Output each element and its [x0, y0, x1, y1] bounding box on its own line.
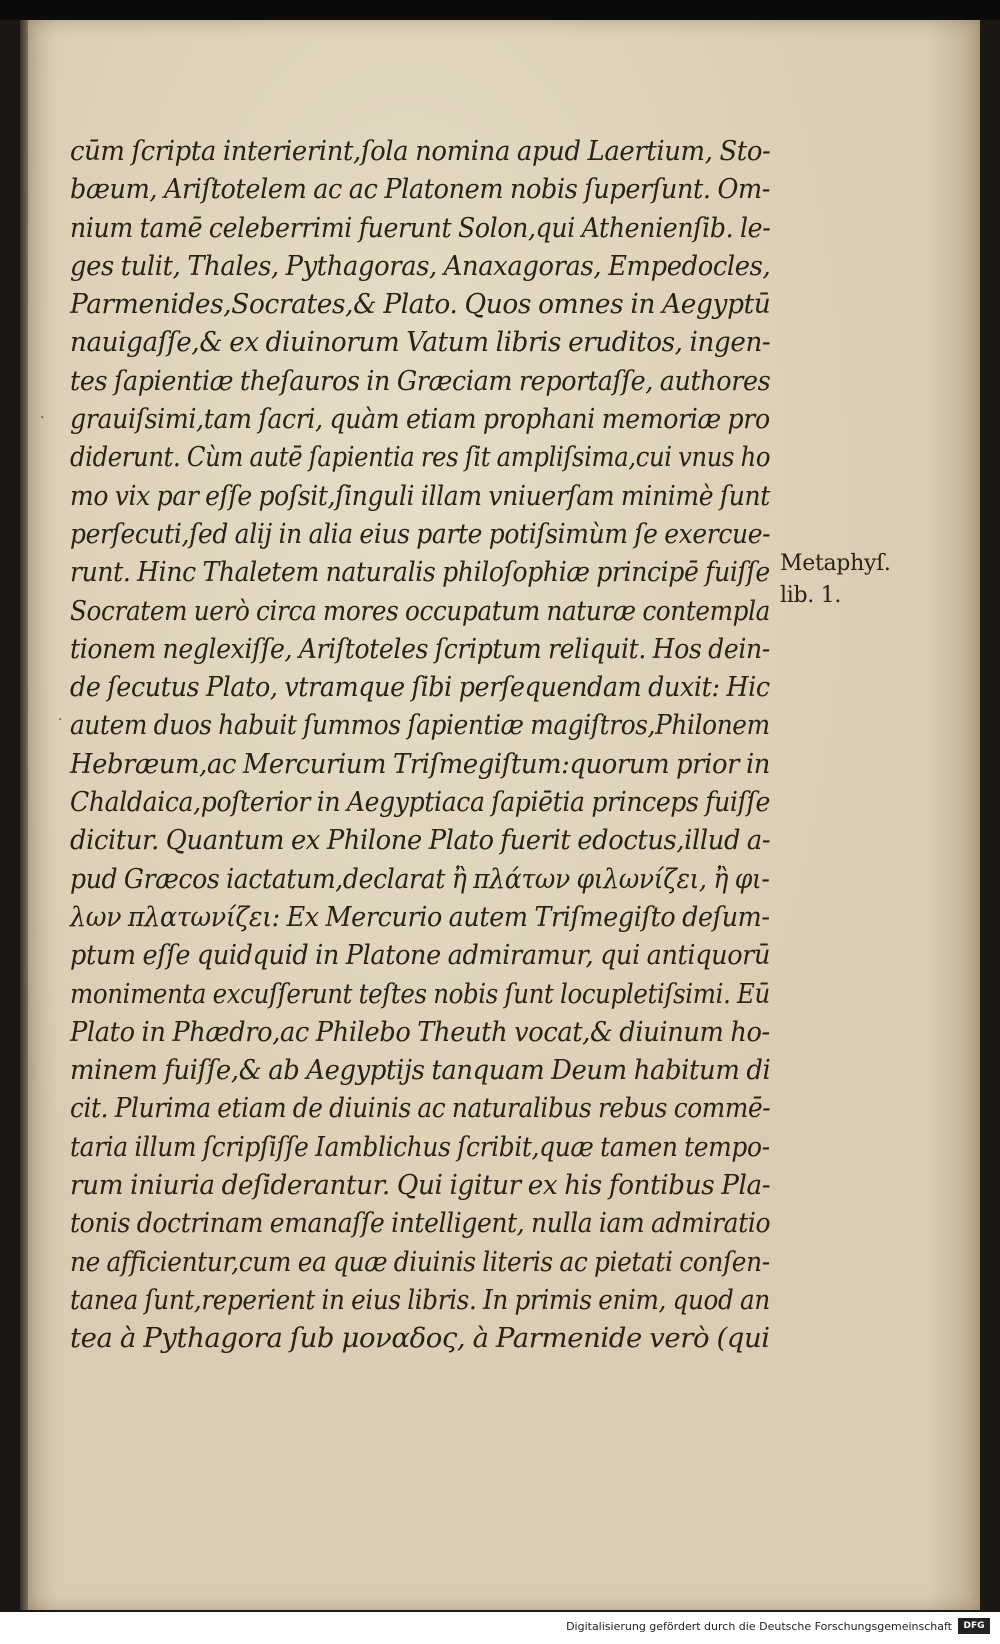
scanner-top-border: [0, 0, 1000, 20]
text-line: tanea ſunt,reperient in eius libris. In primis enim, quod an: [70, 1283, 770, 1316]
body-text: [70, 132, 770, 1358]
text-line: λων πλατωνίζει: Ex Mercurio autem Triſmegiſto deſum-: [70, 900, 770, 933]
text-line: mo vix par eſſe poſsit,ſinguli illam vniuerſam minimè ſunt: [70, 479, 770, 512]
text-line: Socratem uerò circa mores occupatum naturæ contempla: [70, 594, 771, 627]
text-line: taria illum ſcripſiſſe Iamblichus ſcribit,quæ tamen tempo-: [70, 1130, 770, 1163]
text-line: perſecuti,ſed alij in alia eius parte potiſsimùm ſe exercue-: [70, 517, 771, 550]
footer-bar: [0, 1612, 1000, 1644]
text-line: cit. Plurima etiam de diuinis ac naturalibus rebus commē-: [70, 1092, 771, 1125]
text-line: diderunt. Cùm autē ſapientia res ſit ampliſsima,cui vnus ho: [70, 441, 771, 474]
text-line: grauiſsimi,tam ſacri, quàm etiam prophani memoriæ pro: [70, 403, 770, 436]
text-line: Chaldaica,poſterior in Aegyptiaca ſapiētia princeps fuiſſe: [70, 786, 770, 819]
footer-credit: Digitalisierung gefördert durch die Deutsche Forschungsgemeinschaft: [566, 1620, 952, 1633]
dfg-logo: DFG: [958, 1618, 990, 1634]
text-line: Hebræum,ac Mercurium Triſmegiſtum:quorum prior in: [70, 747, 771, 780]
text-line: ne afficientur,cum ea quæ diuinis literis ac pietati conſen-: [70, 1245, 770, 1278]
margin-dot: ·: [58, 712, 63, 728]
text-line: tes ſapientiæ theſauros in Græciam reportaſſe, authores: [70, 364, 771, 397]
text-line: de ſecutus Plato, vtramque ſibi perſequendam duxit: Hic: [70, 671, 770, 704]
text-line: tonis doctrinam emanaſſe intelligent, nulla iam admiratio: [70, 1207, 771, 1240]
text-line: rum iniuria deſiderantur. Qui igitur ex his fontibus Pla-: [70, 1169, 771, 1202]
margin-note-line: lib. 1.: [780, 583, 842, 608]
text-line: tea à Pythagora ſub μοναδος, à Parmenide verò (qui: [70, 1322, 770, 1355]
text-line: ptum eſſe quidquid in Platone admiramur, qui antiquorū: [70, 939, 771, 972]
text-line: cūm ſcripta interierint,ſola nomina apud Laertium, Sto-: [70, 135, 771, 167]
text-line: monimenta excuſſerunt teſtes nobis ſunt locupletiſsimi. Eū: [70, 977, 770, 1010]
text-line: pud Græcos iactatum,declarat ἢ πλάτων φιλωνίζει, ἢ φι-: [70, 862, 770, 895]
text-line: dicitur. Quantum ex Philone Plato fuerit edoctus,illud a-: [70, 824, 771, 857]
text-line: minem fuiſſe,& ab Aegyptijs tanquam Deum habitum di: [70, 1054, 771, 1087]
margin-dot: ·: [40, 410, 45, 426]
text-line: bæum, Ariſtotelem ac ac Platonem nobis ſuperſunt. Om-: [70, 173, 771, 206]
margin-note-line: Metaphyſ.: [780, 551, 891, 576]
text-line: Plato in Phædro,ac Philebo Theuth vocat,& diuinum ho-: [70, 1015, 770, 1048]
text-line: autem duos habuit ſummos ſapientiæ magiſtros,Philonem: [70, 709, 770, 742]
margin-note: [780, 548, 891, 612]
text-line: runt. Hinc Thaletem naturalis philoſophiæ principē fuiſſe: [70, 556, 770, 589]
text-line: nauigaſſe,& ex diuinorum Vatum libris eruditos, ingen-: [70, 326, 771, 359]
text-line: nium tamē celeberrimi fuerunt Solon,qui Athenienſib. le-: [70, 211, 771, 244]
text-line: Parmenides,Socrates,& Plato. Quos omnes in Aegyptū: [70, 288, 771, 321]
text-line: tionem neglexiſſe, Ariſtoteles ſcriptum reliquit. Hos dein-: [70, 632, 770, 665]
text-line: ges tulit, Thales, Pythagoras, Anaxagoras, Empedocles,: [70, 249, 771, 282]
